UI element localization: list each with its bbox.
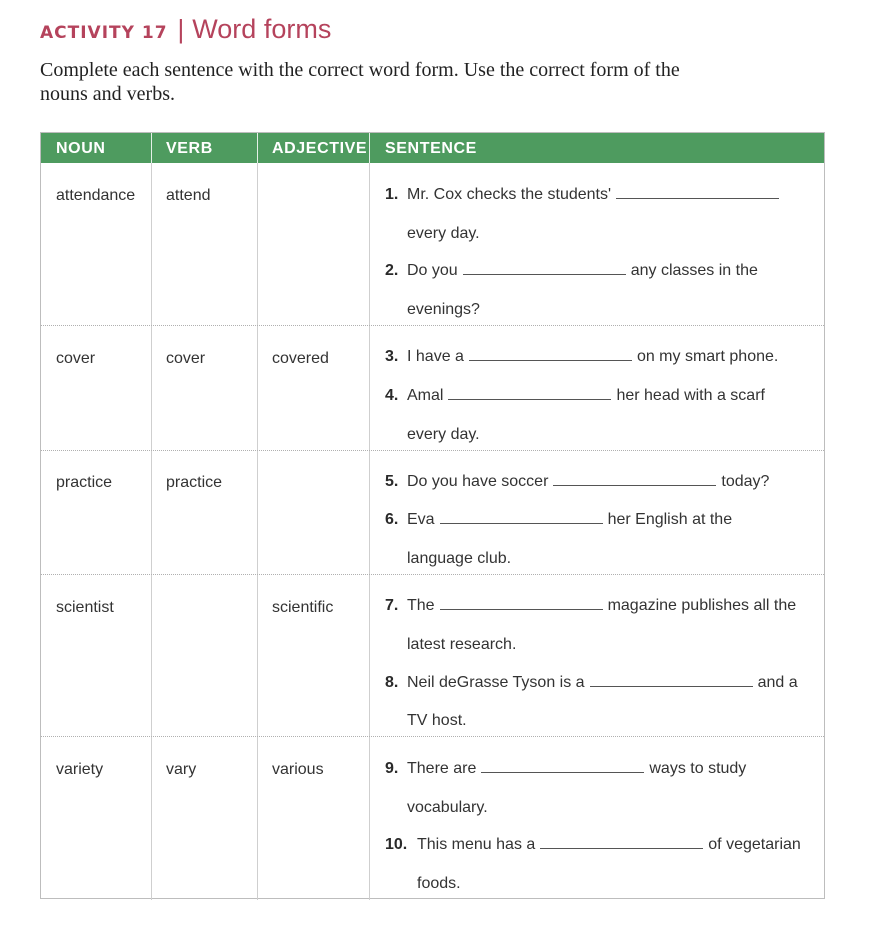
sentence-item: [385, 473, 769, 491]
answer-blank[interactable]: [540, 844, 703, 849]
sentence-text: Do you: [407, 262, 458, 279]
sentence-continuation: vocabulary.: [407, 799, 488, 816]
sentence-number: 9.: [385, 760, 399, 777]
sentence-item: [385, 674, 798, 692]
verb-cell: vary: [166, 761, 197, 778]
answer-blank[interactable]: [469, 356, 632, 361]
sentence-text: on my smart phone.: [636, 348, 779, 365]
sentence-number: 3.: [385, 348, 399, 365]
answer-blank[interactable]: [590, 682, 753, 687]
instructions: Complete each sentence with the correct word form. Use the correct form of the nouns and verbs.: [40, 59, 680, 105]
verb-cell: cover: [166, 350, 206, 367]
sentence-number: 6.: [385, 511, 399, 528]
row-divider: [41, 450, 824, 451]
sentence-continuation: TV host.: [407, 712, 467, 729]
noun-cell: variety: [56, 761, 104, 778]
activity-title: Word forms: [192, 14, 332, 44]
word-forms-table: [40, 132, 825, 899]
sentence-text: and a: [757, 674, 798, 691]
sentence-text: Amal: [407, 387, 444, 404]
column-divider: [257, 163, 258, 900]
sentence-continuation: evenings?: [407, 301, 480, 318]
sentence-item: [385, 387, 765, 405]
sentence-item: [385, 348, 778, 366]
column-divider: [369, 163, 370, 900]
sentence-text: ways to study: [649, 760, 747, 777]
activity-heading: [40, 14, 331, 45]
header-adjective: ADJECTIVE: [272, 140, 368, 157]
sentence-continuation: foods.: [417, 875, 461, 892]
adjective-cell: various: [272, 761, 324, 778]
sentence-item: [385, 760, 746, 778]
adjective-cell: scientific: [272, 599, 334, 616]
activity-separator: |: [177, 14, 185, 44]
sentence-text: I have a: [407, 348, 464, 365]
sentence-text: magazine publishes all the: [607, 597, 797, 614]
answer-blank[interactable]: [440, 605, 603, 610]
verb-cell: practice: [166, 474, 223, 491]
sentence-text: her head with a scarf: [616, 387, 765, 404]
header-divider: [257, 133, 258, 163]
activity-label: ACTIVITY 17: [40, 23, 168, 43]
sentence-text: of vegetarian: [708, 836, 801, 853]
adjective-cell: covered: [272, 350, 329, 367]
answer-blank[interactable]: [616, 194, 779, 199]
answer-blank[interactable]: [440, 519, 603, 524]
sentence-text: her English at the: [607, 511, 733, 528]
header-verb: VERB: [166, 140, 213, 157]
sentence-continuation: every day.: [407, 426, 480, 443]
sentence-text: today?: [721, 473, 770, 490]
verb-cell: attend: [166, 187, 211, 204]
column-divider: [151, 163, 152, 900]
sentence-text: Do you have soccer: [407, 473, 549, 490]
sentence-text: There are: [407, 760, 477, 777]
sentence-continuation: latest research.: [407, 636, 517, 653]
sentence-number: 8.: [385, 674, 399, 691]
sentence-text: This menu has a: [417, 836, 536, 853]
answer-blank[interactable]: [448, 395, 611, 400]
sentence-item: [385, 511, 732, 529]
sentence-text: The: [407, 597, 435, 614]
sentence-number: 4.: [385, 387, 399, 404]
sentence-item: [385, 262, 758, 280]
sentence-continuation: every day.: [407, 225, 480, 242]
sentence-number: 5.: [385, 473, 399, 490]
sentence-number: 1.: [385, 186, 399, 203]
sentence-item: [385, 186, 784, 204]
sentence-number: 2.: [385, 262, 399, 279]
sentence-item: [385, 836, 801, 854]
sentence-text: Mr. Cox checks the students': [407, 186, 612, 203]
header-divider: [369, 133, 370, 163]
row-divider: [41, 325, 824, 326]
sentence-number: 7.: [385, 597, 399, 614]
answer-blank[interactable]: [463, 270, 626, 275]
sentence-text: any classes in the: [630, 262, 758, 279]
sentence-number: 10.: [385, 836, 408, 853]
answer-blank[interactable]: [553, 481, 716, 486]
header-sentence: SENTENCE: [385, 140, 477, 157]
table-header: [41, 133, 824, 163]
noun-cell: scientist: [56, 599, 114, 616]
noun-cell: attendance: [56, 187, 136, 204]
row-divider: [41, 736, 824, 737]
sentence-text: Eva: [407, 511, 435, 528]
row-divider: [41, 574, 824, 575]
noun-cell: cover: [56, 350, 96, 367]
sentence-continuation: language club.: [407, 550, 512, 567]
header-noun: NOUN: [56, 140, 106, 157]
header-divider: [151, 133, 152, 163]
answer-blank[interactable]: [481, 768, 644, 773]
noun-cell: practice: [56, 474, 113, 491]
sentence-item: [385, 597, 796, 615]
sentence-text: Neil deGrasse Tyson is a: [407, 674, 585, 691]
